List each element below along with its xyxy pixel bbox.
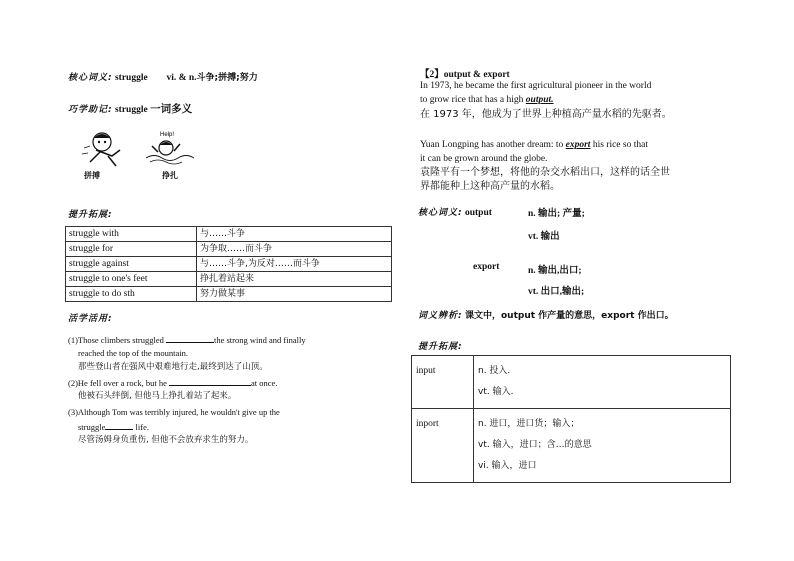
para1-line2-text: to grow rice that has a high	[420, 95, 524, 105]
practice-heading	[68, 311, 113, 324]
para2-line1-b: his rice so that	[592, 140, 648, 150]
export-highlight: export	[565, 140, 591, 150]
expand-label-right: 提升拓展:	[418, 342, 463, 352]
phrase-en: struggle to do sth	[66, 287, 197, 302]
struggle-illustration	[80, 128, 210, 168]
table-row	[412, 356, 731, 409]
core-meaning-word: struggle	[114, 73, 148, 83]
phrase-cn: 与……斗争,为反对……而斗争	[197, 257, 392, 272]
answer-blank-3[interactable]	[105, 420, 133, 430]
meaning-line: n. 投入.	[478, 366, 511, 376]
export-word: export	[473, 262, 500, 272]
exercise-2-cn: 他被石头绊倒, 但他马上挣扎着站了起来。	[78, 391, 237, 401]
table-row	[412, 409, 731, 483]
exercise-1-line-a	[68, 333, 306, 347]
table-row	[66, 287, 392, 302]
expand-label-left: 提升拓展:	[68, 210, 113, 220]
meaning-line: vt. 输入，进口；含…的意思	[478, 440, 592, 450]
word-cell: inport	[412, 409, 474, 483]
phrase-en: struggle to one's feet	[66, 272, 197, 287]
memory-label: 巧学助记:	[68, 105, 113, 115]
phrase-cn: 努力做某事	[197, 287, 392, 302]
exercise-2-text-a: (2)He fell over a rock, but he	[68, 378, 167, 388]
para1-cn: 在 1973 年，他成为了世界上种植高产量水稻的先驱者。	[420, 109, 672, 120]
exercise-1-line-c: reached the top of the mountain.	[78, 348, 188, 358]
exercise-2-text-b: at once.	[251, 378, 278, 388]
export-verb: vt. 出口,输出;	[528, 287, 585, 297]
exercise-3-line-a: (3)Although Tom was terribly injured, he wouldn't give up the	[68, 407, 280, 417]
cartoon-image	[80, 128, 210, 168]
answer-blank-2[interactable]	[169, 376, 251, 386]
table-row	[66, 242, 392, 257]
meaning-line: n. 进口，进口货；输入；	[478, 419, 580, 429]
table-row	[66, 227, 392, 242]
core-meaning-pos: vi. & n.	[166, 73, 197, 83]
table-row	[66, 272, 392, 287]
para2-line2: it can be grown around the globe.	[420, 154, 548, 164]
exercise-3-text-c: life.	[135, 422, 149, 432]
table-row	[66, 257, 392, 272]
help-text: Help!	[160, 132, 175, 138]
memory-line	[68, 101, 192, 116]
output-highlight: output.	[525, 95, 554, 105]
para2-line1-a: Yuan Longping has another dream: to	[420, 140, 564, 150]
phrase-en: struggle with	[66, 227, 197, 242]
expand-heading-right	[418, 339, 463, 352]
meaning-cell	[474, 356, 731, 409]
para2-cn1: 袁隆平有一个梦想，将他的杂交水稻出口，这样的话全世	[420, 167, 670, 178]
para1-line2	[420, 94, 554, 107]
output-noun: n. 输出; 产量;	[528, 209, 585, 219]
exercise-1-text-a: (1)Those climbers struggled	[68, 335, 164, 345]
word-cell: input	[412, 356, 474, 409]
analysis-line	[418, 308, 674, 321]
phrase-cn: 为争取……而斗争	[197, 242, 392, 257]
core-meaning-right	[418, 205, 492, 218]
practice-label: 活学活用:	[68, 314, 113, 324]
caption-left: 拼搏	[84, 171, 100, 180]
phrase-table	[65, 226, 392, 302]
analysis-text: 课文中，output 作产量的意思，export 作出口。	[464, 311, 674, 321]
exercise-3-line-b	[78, 420, 149, 434]
output-verb: vt. 输出	[528, 232, 560, 242]
memory-note: 一词多义	[150, 103, 193, 115]
word-table	[411, 355, 731, 483]
analysis-label: 词义辨析:	[418, 311, 463, 321]
phrase-en: struggle for	[66, 242, 197, 257]
meaning-line: vi. 输入，进口	[478, 461, 537, 471]
phrase-en: struggle against	[66, 257, 197, 272]
exercise-3-cn: 尽管汤姆身负重伤, 但他不会放弃求生的努力。	[78, 435, 254, 445]
para1-line1: In 1973, he became the first agricultural pioneer in the world	[420, 81, 652, 91]
phrase-cn: 与……斗争	[197, 227, 392, 242]
core-meaning-text: 斗争;拼搏;努力	[196, 73, 258, 83]
output-word: output	[464, 208, 492, 218]
core-meaning-label: 核心词义:	[68, 73, 113, 83]
exercise-1-text-b: the strong wind and finally	[213, 335, 306, 345]
memory-word: struggle	[114, 105, 148, 115]
phrase-cn: 挣扎着站起来	[197, 272, 392, 287]
meaning-cell	[474, 409, 731, 483]
caption-right: 挣扎	[162, 171, 178, 180]
para2-cn2: 界都能种上这种高产量的水稻。	[420, 181, 560, 192]
exercise-1-cn: 那些登山者在强风中艰难地行走,最终到达了山顶。	[78, 362, 268, 372]
expand-heading-left	[68, 207, 113, 220]
section-2-heading: 【2】output & export	[420, 70, 510, 80]
exercise-2-line	[68, 376, 277, 390]
core-meaning-line	[68, 70, 258, 83]
para2-line1	[420, 139, 648, 152]
export-noun: n. 输出,出口;	[528, 266, 582, 276]
meaning-line: vt. 输入.	[478, 387, 514, 397]
answer-blank-1[interactable]	[166, 333, 214, 343]
exercise-3-text-b: struggle	[78, 422, 106, 432]
core-label-right: 核心词义:	[418, 208, 463, 218]
